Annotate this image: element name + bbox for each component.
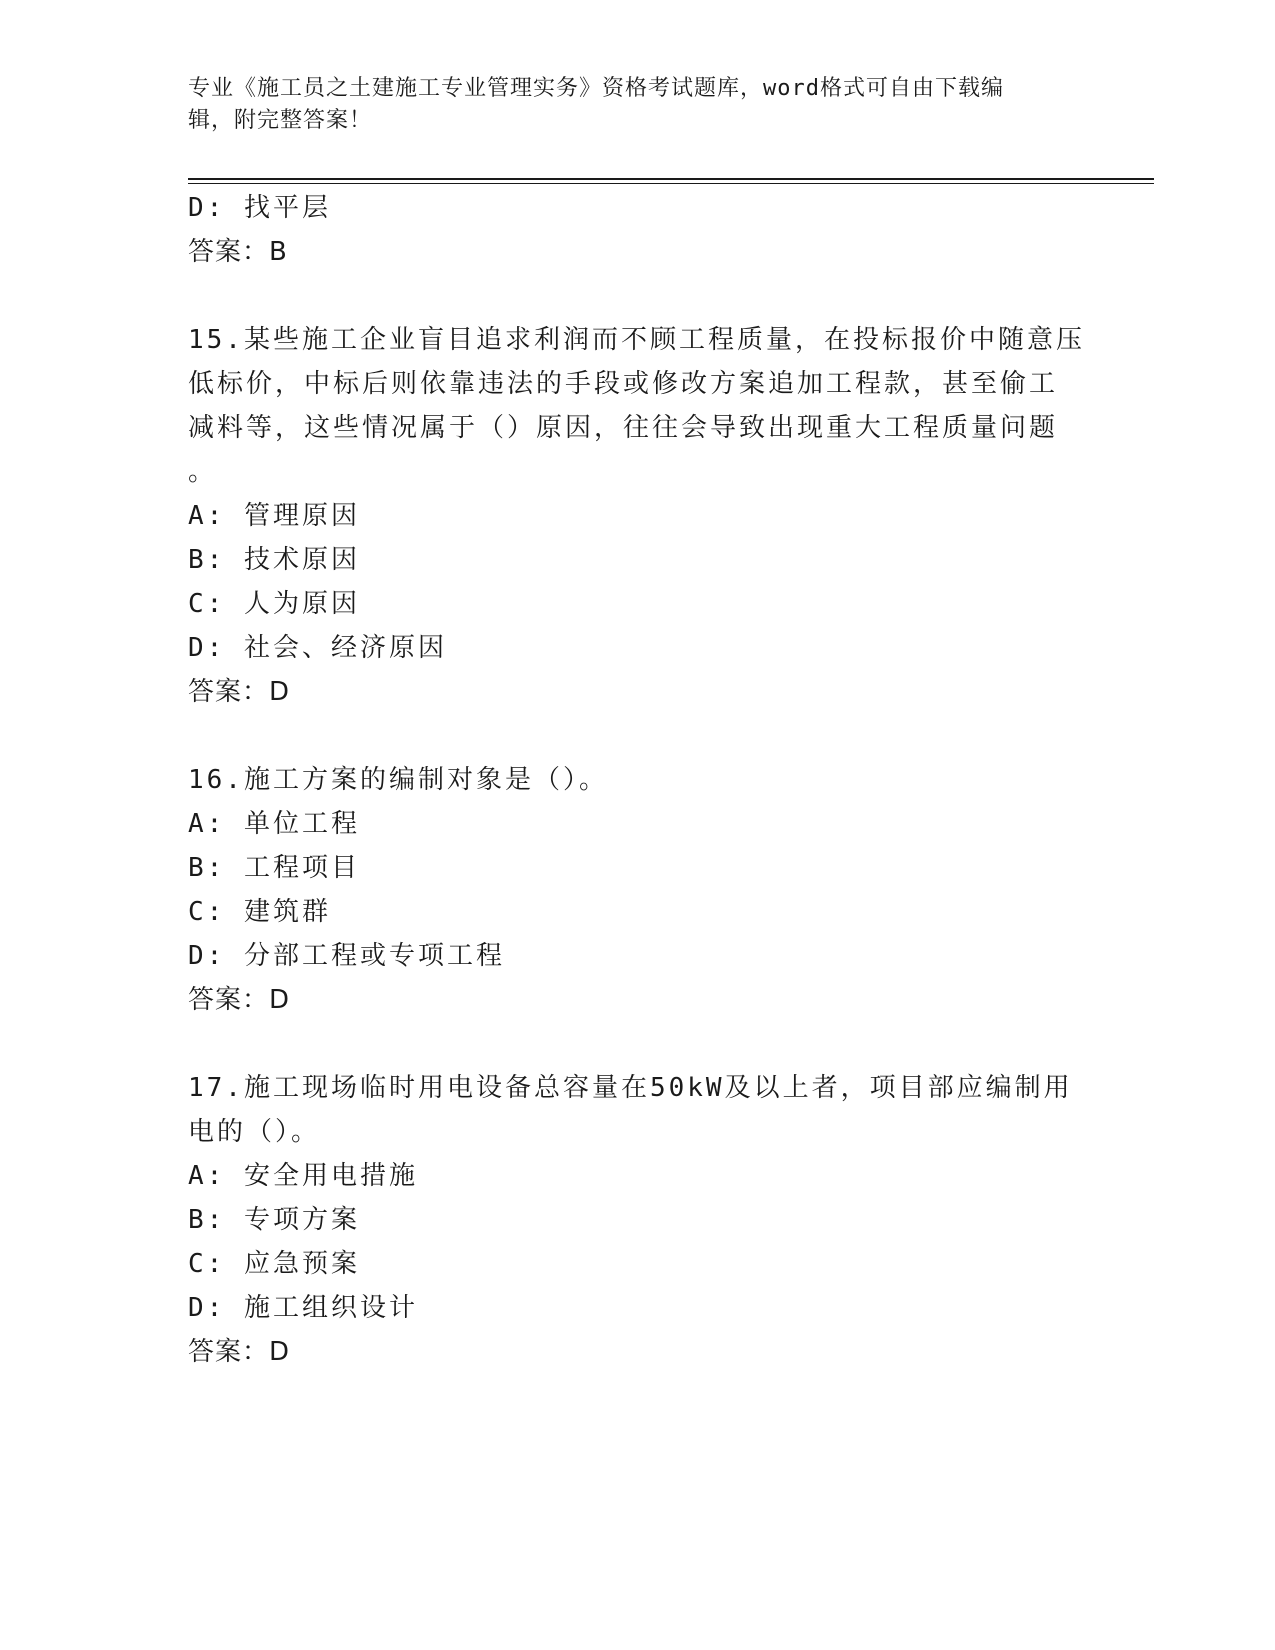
q17-option-b: B: 专项方案 — [188, 1205, 360, 1235]
q15-stem-line-4: 。 — [188, 457, 218, 487]
q17-option-d: D: 施工组织设计 — [188, 1293, 418, 1323]
q16-stem-line-1: 16.施工方案的编制对象是（）。 — [188, 765, 608, 795]
q16-answer: 答案：D — [188, 985, 291, 1015]
q16-option-c: C: 建筑群 — [188, 897, 331, 927]
q15-stem-line-3: 减料等，这些情况属于（）原因，往往会导致出现重大工程质量问题 — [188, 413, 1059, 443]
header-line-2: 辑，附完整答案！ — [188, 108, 373, 133]
header-line-1: 专业《施工员之土建施工专业管理实务》资格考试题库，word格式可自由下载编 — [188, 76, 1004, 101]
q16-option-b: B: 工程项目 — [188, 853, 360, 883]
q15-option-a: A: 管理原因 — [188, 501, 360, 531]
header-divider-thin — [188, 183, 1154, 184]
q17-answer: 答案：D — [188, 1337, 291, 1367]
q15-answer: 答案：D — [188, 677, 291, 707]
q17-option-c: C: 应急预案 — [188, 1249, 360, 1279]
q15-option-b: B: 技术原因 — [188, 545, 360, 575]
q16-option-a: A: 单位工程 — [188, 809, 360, 839]
document-header — [188, 73, 1068, 137]
q17-stem-line-2: 电的（）。 — [188, 1117, 321, 1147]
q17-stem-line-1: 17.施工现场临时用电设备总容量在50kW及以上者，项目部应编制用 — [188, 1073, 1073, 1103]
q17-option-a: A: 安全用电措施 — [188, 1161, 418, 1191]
q15-option-d: D: 社会、经济原因 — [188, 633, 447, 663]
q16-option-d: D: 分部工程或专项工程 — [188, 941, 505, 971]
prev-answer: 答案：B — [188, 237, 288, 267]
header-divider-thick — [188, 178, 1154, 180]
prev-option-d: D: 找平层 — [188, 193, 331, 223]
q15-option-c: C: 人为原因 — [188, 589, 360, 619]
q15-stem-line-2: 低标价，中标后则依靠违法的手段或修改方案追加工程款，甚至偷工 — [188, 369, 1059, 399]
q15-stem-line-1: 15.某些施工企业盲目追求利润而不顾工程质量，在投标报价中随意压 — [188, 325, 1085, 355]
